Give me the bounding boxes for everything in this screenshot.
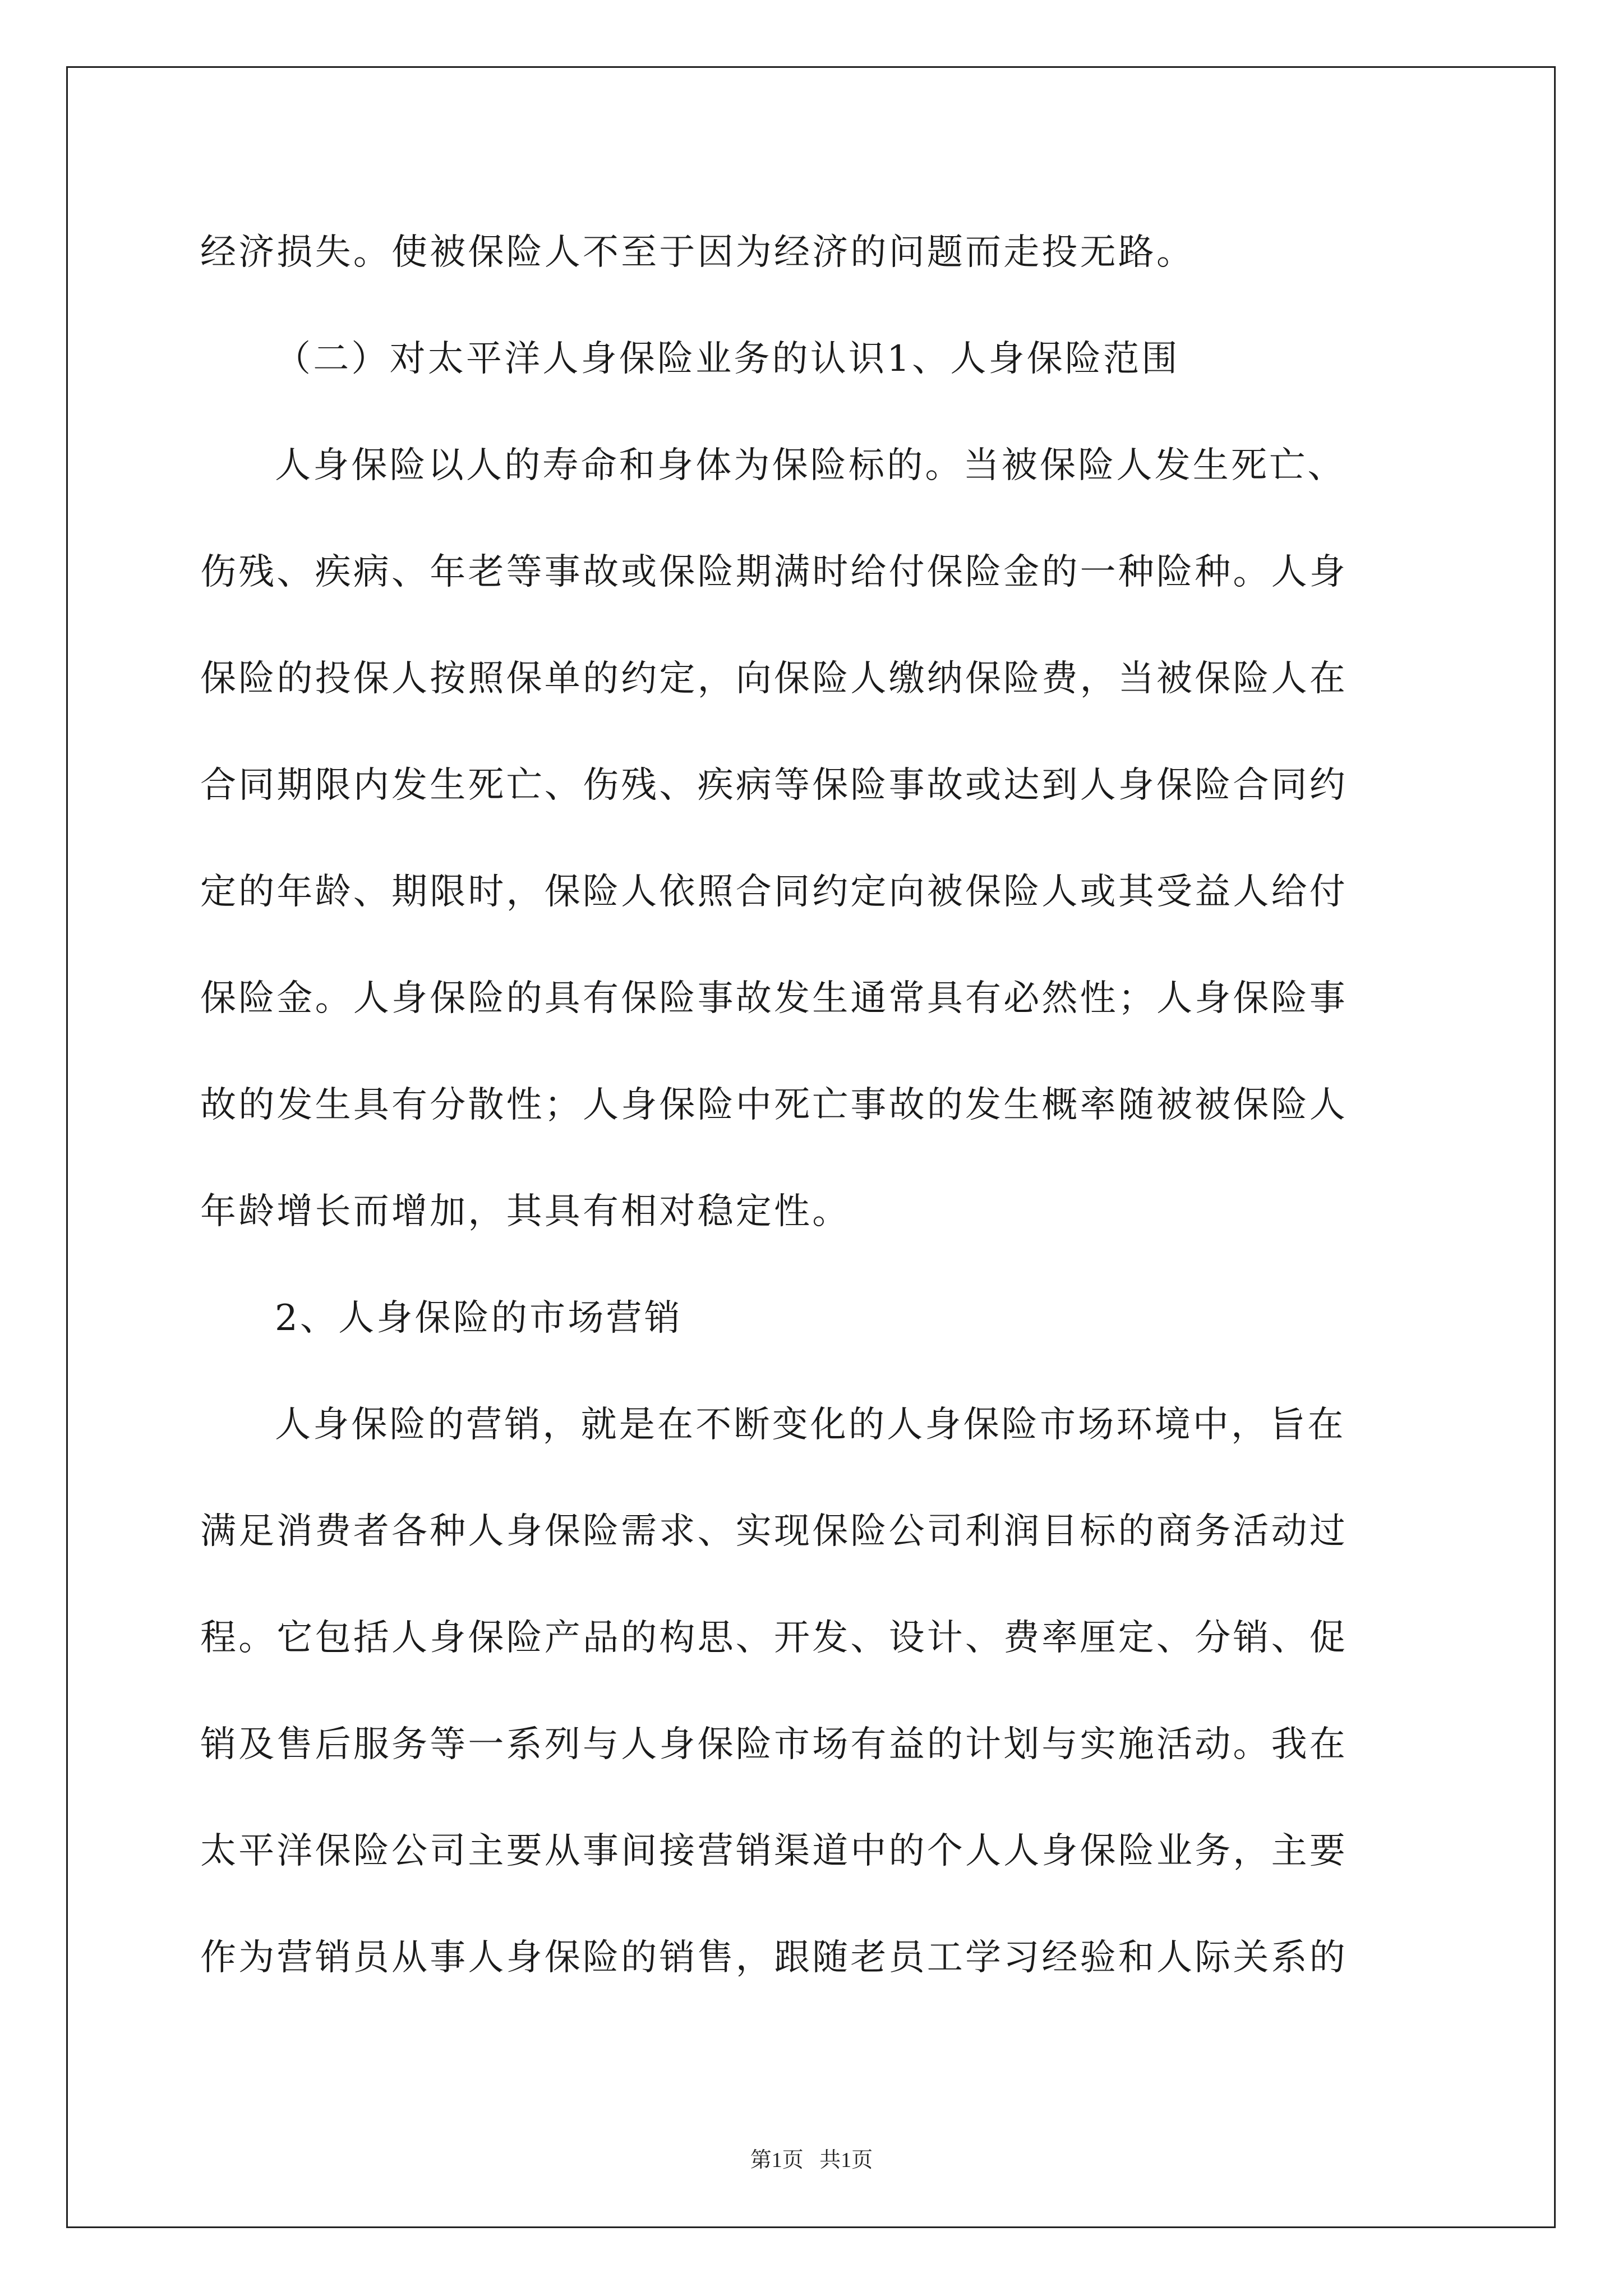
text-line: 太平洋保险公司主要从事间接营销渠道中的个人人身保险业务，主要 (200, 1830, 1348, 1872)
text-line: 程。它包括人身保险产品的构思、开发、设计、费率厘定、分销、促 (200, 1617, 1348, 1659)
text-line: 人身保险以人的寿命和身体为保险标的。当被保险人发生死亡、 (275, 445, 1346, 486)
text-line: 人身保险的营销，就是在不断变化的人身保险市场环境中，旨在 (275, 1404, 1346, 1446)
text-line: 年龄增长而增加，其具有相对稳定性。 (200, 1191, 851, 1232)
text-line: 作为营销员从事人身保险的销售，跟随老员工学习经验和人际关系的 (200, 1937, 1348, 1978)
text-line: 合同期限内发生死亡、伤残、疾病等保险事故或达到人身保险合同约 (200, 765, 1348, 806)
text-line: 经济损失。使被保险人不至于因为经济的问题而走投无路。 (200, 232, 1195, 273)
section-heading: （二）对太平洋人身保险业务的认识1、人身保险范围 (275, 338, 1180, 380)
text-line: 定的年龄、期限时，保险人依照合同约定向被保险人或其受益人给付 (200, 871, 1348, 913)
text-line: 故的发生具有分散性；人身保险中死亡事故的发生概率随被被保险人 (200, 1084, 1348, 1126)
page-footer: 第1页 共1页 (750, 2148, 873, 2172)
text-line: 保险金。人身保险的具有保险事故发生通常具有必然性；人身保险事 (200, 978, 1348, 1019)
section-heading: 2、人身保险的市场营销 (275, 1297, 683, 1339)
page-border (66, 66, 1556, 2228)
text-line: 满足消费者各种人身保险需求、实现保险公司利润目标的商务活动过 (200, 1511, 1348, 1552)
text-line: 伤残、疾病、年老等事故或保险期满时给付保险金的一种险种。人身 (200, 551, 1348, 593)
text-line: 销及售后服务等一系列与人身保险市场有益的计划与实施活动。我在 (200, 1724, 1348, 1765)
text-line: 保险的投保人按照保单的约定，向保险人缴纳保险费，当被保险人在 (200, 658, 1348, 700)
